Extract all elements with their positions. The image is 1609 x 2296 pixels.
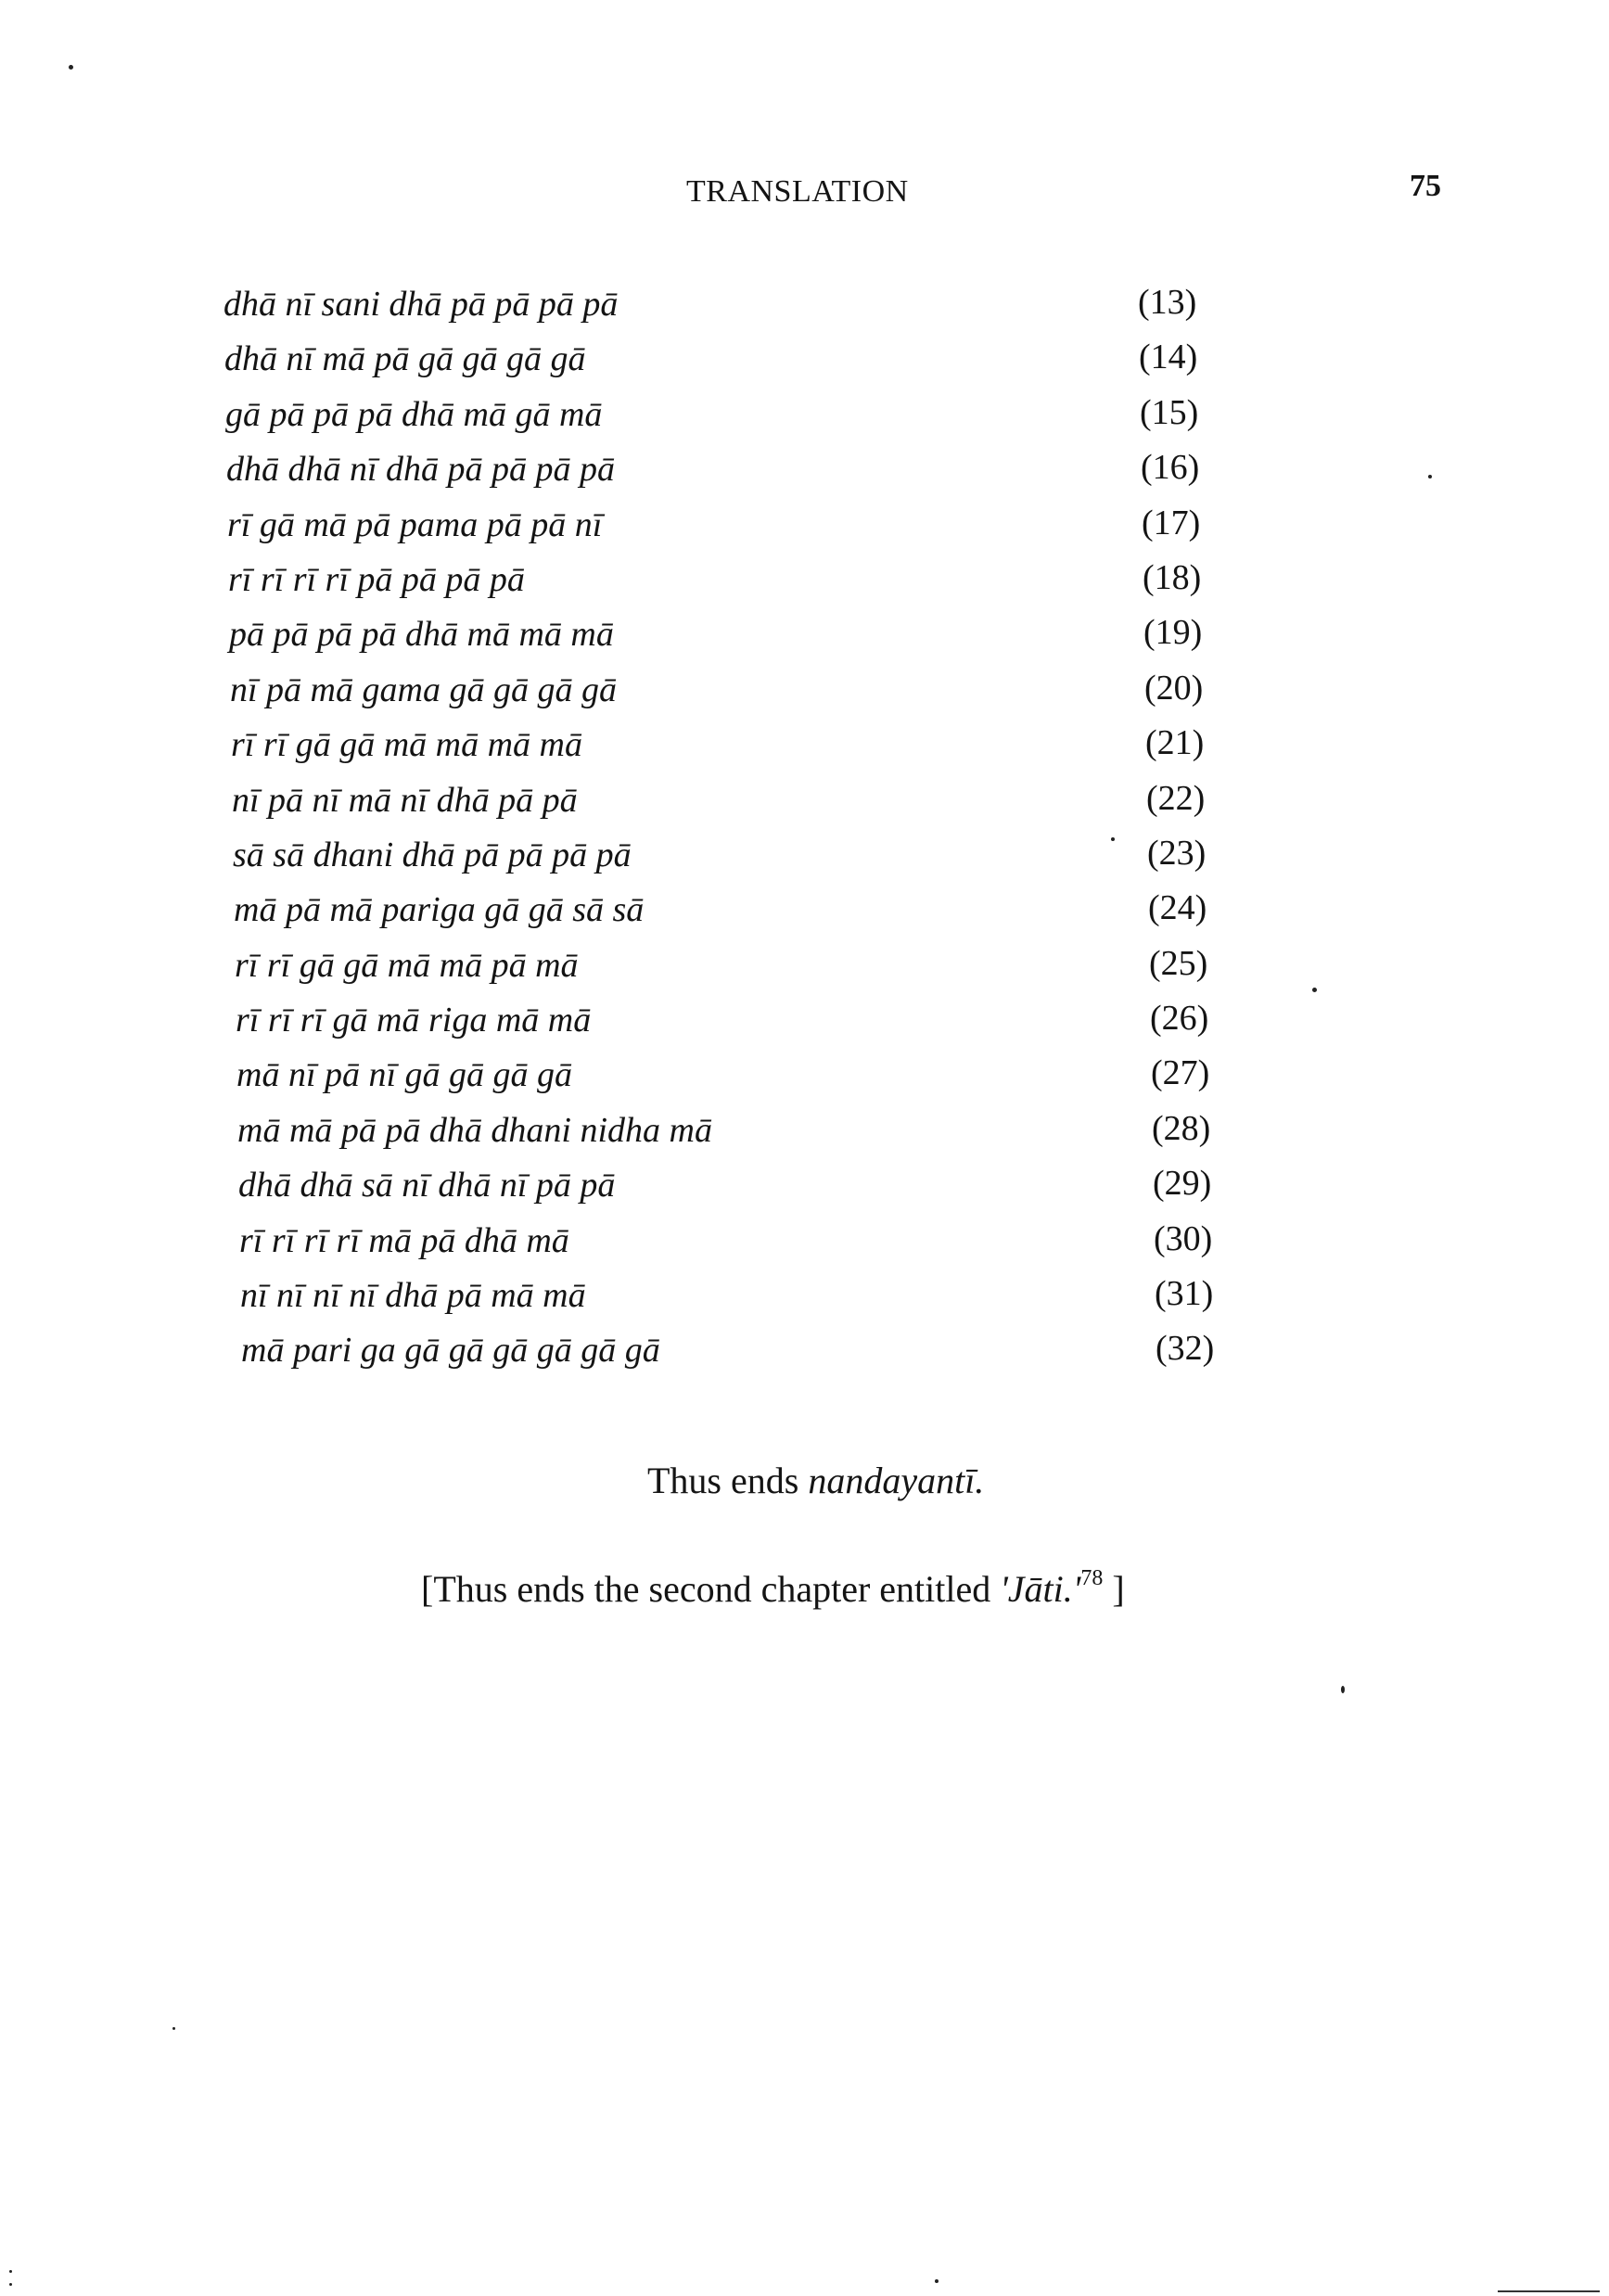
verse-number: (18) — [1143, 557, 1202, 597]
verse-line — [0, 1330, 1609, 1384]
footnote-marker: 78 — [1080, 1565, 1104, 1590]
verse-text: dhā nī sani dhā pā pā pā pā — [223, 285, 619, 324]
verse-number: (25) — [1149, 943, 1208, 983]
closing-italic: nandayantī. — [808, 1460, 985, 1501]
verse-line — [0, 338, 1609, 393]
verse-text: rī rī rī rī mā pā dhā mā — [239, 1220, 569, 1260]
verse-line — [0, 1220, 1609, 1275]
verse-text: nī pā mā gama gā gā gā gā — [230, 670, 617, 709]
verse-number: (20) — [1144, 668, 1204, 708]
scan-speck — [9, 2270, 12, 2273]
verse-number: (30) — [1154, 1218, 1213, 1258]
scan-speck — [1341, 1686, 1345, 1693]
verse-text: dhā dhā nī dhā pā pā pā pā — [226, 450, 616, 490]
verse-text: rī rī gā gā mā mā pā mā — [235, 945, 579, 985]
scan-speck — [935, 2279, 939, 2283]
verse-line — [0, 835, 1609, 889]
verse-line — [0, 1110, 1609, 1165]
verse-number: (26) — [1150, 999, 1209, 1039]
verse-number: (14) — [1139, 338, 1198, 377]
chapter-end-suffix: ] — [1103, 1568, 1125, 1610]
verse-text: dhā dhā sā nī dhā nī pā pā — [238, 1166, 616, 1205]
verse-line — [0, 1275, 1609, 1330]
verse-number: (16) — [1141, 448, 1200, 488]
verse-line — [0, 670, 1609, 724]
verse-list — [0, 284, 1609, 1385]
verse-line — [0, 284, 1609, 338]
verse-number: (32) — [1156, 1329, 1215, 1369]
verse-line — [0, 1054, 1609, 1109]
verse-text: rī gā mā pā pama pā pā nī — [227, 504, 603, 544]
scan-speck — [9, 2283, 12, 2286]
verse-line — [0, 1000, 1609, 1054]
scan-speck — [1111, 837, 1115, 841]
verse-text: mā nī pā nī gā gā gā gā — [236, 1055, 573, 1095]
verse-line — [0, 780, 1609, 835]
verse-number: (15) — [1140, 392, 1199, 432]
verse-line — [0, 724, 1609, 779]
verse-line — [0, 889, 1609, 944]
bottom-rule — [1498, 2290, 1600, 2292]
verse-text: mā pari ga gā gā gā gā gā gā — [241, 1331, 660, 1371]
chapter-end — [421, 1567, 1125, 1611]
scan-speck — [1312, 988, 1317, 992]
verse-text: sā sā dhani dhā pā pā pā pā — [233, 835, 632, 874]
verse-text: rī rī gā gā mā mā mā mā — [231, 725, 582, 765]
verse-number: (17) — [1142, 503, 1201, 542]
verse-number: (13) — [1138, 283, 1197, 322]
verse-text: rī rī rī gā mā riga mā mā — [236, 1001, 592, 1040]
scan-speck — [1428, 475, 1432, 478]
verse-text: dhā nī mā pā gā gā gā gā — [224, 339, 586, 379]
verse-text: pā pā pā pā dhā mā mā mā — [229, 615, 614, 655]
verse-number: (27) — [1151, 1053, 1210, 1093]
running-head: TRANSLATION — [686, 174, 909, 209]
verse-text: gā pā pā pā dhā mā gā mā — [225, 394, 603, 434]
verse-text: rī rī rī rī pā pā pā pā — [228, 559, 525, 599]
page-number: 75 — [1410, 169, 1441, 203]
verse-number: (31) — [1155, 1274, 1214, 1314]
chapter-end-italic: 'Jāti.' — [1000, 1568, 1081, 1610]
verse-text: mā mā pā pā dhā dhani nidha mā — [237, 1110, 712, 1150]
verse-line — [0, 394, 1609, 449]
scan-speck — [172, 2027, 175, 2030]
verse-line — [0, 945, 1609, 1000]
verse-number: (23) — [1147, 833, 1207, 873]
closing-line — [647, 1459, 984, 1502]
verse-text: nī pā nī mā nī dhā pā pā — [232, 780, 578, 820]
verse-line — [0, 559, 1609, 614]
verse-line — [0, 504, 1609, 559]
verse-line — [0, 449, 1609, 504]
verse-number: (29) — [1153, 1164, 1212, 1204]
verse-number: (24) — [1148, 888, 1207, 928]
verse-text: nī nī nī nī dhā pā mā mā — [240, 1276, 586, 1316]
verse-number: (22) — [1146, 778, 1206, 818]
scan-speck — [69, 65, 73, 70]
verse-number: (21) — [1145, 723, 1205, 763]
verse-line — [0, 614, 1609, 669]
verse-line — [0, 1165, 1609, 1219]
verse-number: (28) — [1152, 1108, 1211, 1148]
verse-number: (19) — [1143, 613, 1203, 653]
closing-prefix: Thus ends — [647, 1460, 809, 1501]
verse-text: mā pā mā pariga gā gā sā sā — [234, 890, 645, 930]
chapter-end-prefix: [Thus ends the second chapter entitled — [421, 1568, 1001, 1610]
